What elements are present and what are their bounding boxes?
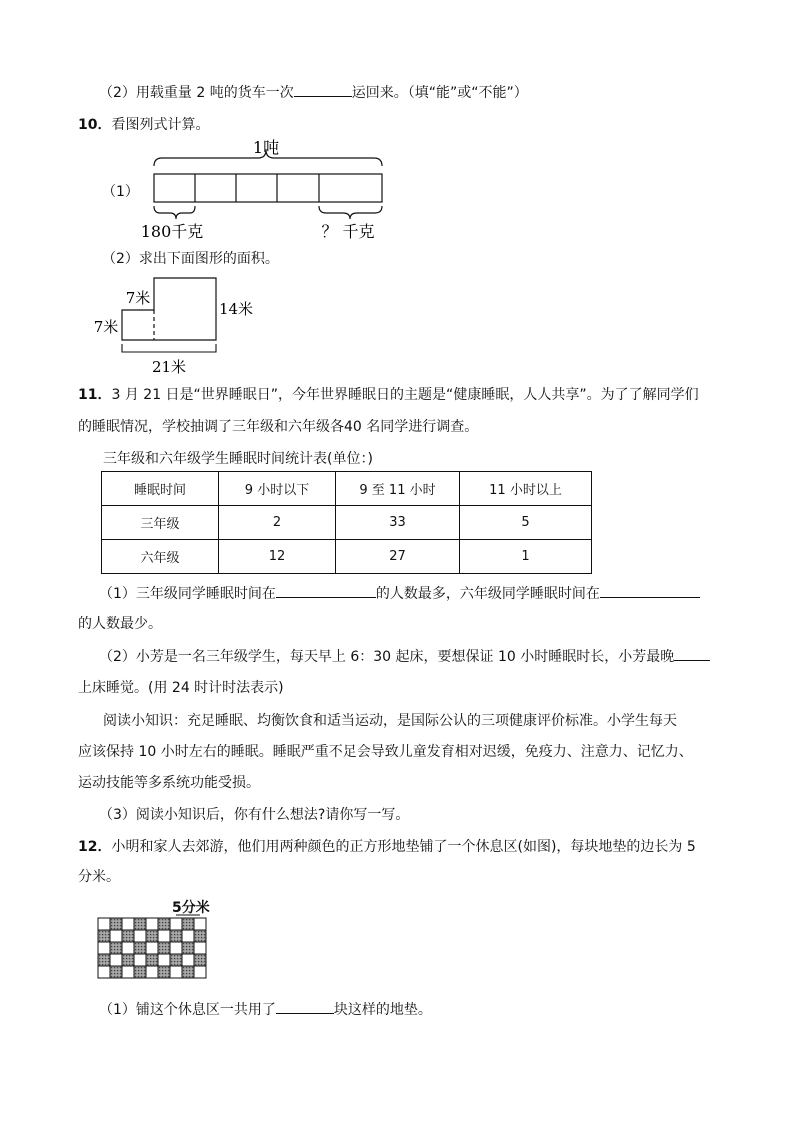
mat-tile — [158, 966, 170, 978]
q11-table-caption: 三年级和六年级学生睡眠时间统计表(单位：) — [103, 451, 373, 467]
reading-tip-line3: 运动技能等多系统功能受损。 — [78, 775, 260, 791]
top-label: 1吨 — [252, 138, 280, 157]
mat-tile — [98, 918, 110, 930]
table-cell: 33 — [336, 506, 460, 540]
q12-intro-text: 小明和家人去郊游，他们用两种颜色的正方形地垫铺了一个休息区(如图)，每块地垫的边长为 5 — [111, 839, 696, 855]
mat-tile — [146, 942, 158, 954]
q12-part1-text-end: 块这样的地垫。 — [333, 1002, 432, 1018]
q11-part1-blank2[interactable] — [600, 583, 700, 598]
table-cell: 三年级 — [102, 506, 219, 540]
mat-tile — [122, 918, 134, 930]
q11-part2-line1 — [99, 646, 710, 666]
dim-bottom-label: 21米 — [151, 358, 187, 376]
right-brace — [319, 206, 382, 219]
mat-tile — [110, 954, 122, 966]
mat-tile — [98, 966, 110, 978]
mat-tile — [158, 918, 170, 930]
mat-tile — [146, 954, 158, 966]
mat-tile — [110, 966, 122, 978]
grid-size-label: 5分米 — [172, 900, 210, 916]
table-cell: 27 — [336, 540, 460, 574]
dim-left-label: 7米 — [93, 318, 119, 336]
mat-tile — [182, 966, 194, 978]
q11-intro-line2: 的睡眠情况，学校抽调了三年级和六年级各40 名同学进行调查。 — [78, 419, 479, 435]
q12-number: 12． — [78, 839, 112, 855]
q12-part1 — [99, 999, 432, 1019]
mat-tile — [194, 918, 206, 930]
figure-outline — [122, 278, 216, 340]
dim-right-label: 14米 — [218, 300, 254, 318]
q9-part2-text: （2）用载重量 2 吨的货车一次 — [99, 85, 294, 101]
mat-tile — [182, 930, 194, 942]
q10-part1-label: （1） — [102, 184, 139, 200]
right-label: ？ 千克 — [321, 222, 375, 241]
q11-intro-line1 — [78, 384, 699, 404]
table-cell: 5 — [460, 506, 592, 540]
q9-answer-blank[interactable] — [294, 82, 352, 97]
mat-tiles — [98, 918, 206, 978]
mat-tile — [194, 930, 206, 942]
q11-part1-blank1[interactable] — [276, 583, 376, 598]
mat-tile — [98, 954, 110, 966]
mat-tile — [122, 942, 134, 954]
q11-part1-text: （1）三年级同学睡眠时间在 — [99, 586, 276, 602]
mat-tile — [182, 942, 194, 954]
mat-tile — [110, 942, 122, 954]
mat-tile — [158, 942, 170, 954]
sleep-time-table — [101, 471, 592, 574]
mat-tile — [146, 930, 158, 942]
table-header-cell: 9 至 11 小时 — [336, 472, 460, 506]
mat-tile — [122, 966, 134, 978]
table-cell: 2 — [219, 506, 336, 540]
mat-tile — [122, 930, 134, 942]
table-cell: 六年级 — [102, 540, 219, 574]
mat-tile — [182, 954, 194, 966]
mat-tile — [170, 954, 182, 966]
mat-tile — [194, 954, 206, 966]
mat-tile — [146, 918, 158, 930]
reading-tip-line2: 应该保持 10 小时左右的睡眠。睡眠严重不足会导致儿童发育相对迟缓，免疫力、注意力、记忆力、 — [78, 744, 693, 760]
q11-intro-text: 3 月 21 日是“世界睡眠日”，今年世界睡眠日的主题是“健康睡眠，人人共享”。为了了解同学们 — [111, 387, 699, 403]
table-header-cell: 睡眠时间 — [102, 472, 219, 506]
table-header-cell: 9 小时以下 — [219, 472, 336, 506]
table-header-cell: 11 小时以上 — [460, 472, 592, 506]
mat-tile — [98, 942, 110, 954]
q10-heading — [78, 114, 209, 134]
mat-tile — [158, 954, 170, 966]
q11-part1-line2: 的人数最少。 — [78, 616, 162, 632]
table-cell: 1 — [460, 540, 592, 574]
mat-grid — [96, 913, 212, 985]
reading-tip-line1: 阅读小知识：充足睡眠、均衡饮食和适当运动，是国际公认的三项健康评价标准。小学生每天 — [103, 713, 677, 729]
q11-part2-blank[interactable] — [674, 646, 710, 661]
table-cell: 12 — [219, 540, 336, 574]
left-label: 180千克 — [140, 222, 204, 241]
mat-tile — [170, 930, 182, 942]
mat-tile — [110, 930, 122, 942]
q11-part1-text-mid: 的人数最多，六年级同学睡眠时间在 — [375, 586, 600, 602]
table-row — [102, 540, 592, 574]
q9-part2 — [99, 82, 528, 102]
mat-tile — [110, 918, 122, 930]
table-header-row — [102, 472, 592, 506]
table-row — [102, 506, 592, 540]
q11-part3: （3）阅读小知识后，你有什么想法?请你写一写。 — [99, 807, 410, 823]
mat-tile — [170, 942, 182, 954]
q9-part2-text-end: 运回来。（填“能”或“不能”） — [351, 85, 528, 101]
mat-tile — [134, 918, 146, 930]
q10-part2-label: （2）求出下面图形的面积。 — [102, 251, 279, 267]
mat-tile — [182, 918, 194, 930]
left-brace — [154, 206, 195, 219]
mat-tile — [194, 942, 206, 954]
q10-area-figure — [88, 272, 268, 376]
q10-title: 看图列式计算。 — [111, 117, 210, 133]
mat-tile — [194, 966, 206, 978]
mat-tile — [134, 966, 146, 978]
q12-intro-line1 — [78, 836, 696, 856]
mat-tile — [170, 918, 182, 930]
mat-tile — [146, 966, 158, 978]
q10-bar-diagram — [140, 136, 400, 246]
mat-tile — [170, 966, 182, 978]
q11-part2-text: （2）小芳是一名三年级学生，每天早上 6：30 起床，要想保证 10 小时睡眠时长，小芳最晚 — [99, 649, 675, 665]
q12-part1-blank[interactable] — [276, 999, 334, 1014]
dim-top-label: 7米 — [125, 289, 151, 307]
q10-number: 10． — [78, 117, 112, 133]
q12-part1-text: （1）铺这个休息区一共用了 — [99, 1002, 276, 1018]
q12-intro-line2: 分米。 — [78, 869, 120, 885]
mat-tile — [122, 954, 134, 966]
mat-tile — [134, 942, 146, 954]
dim-bottom-bracket — [122, 344, 216, 352]
q11-part2-line2: 上床睡觉。(用 24 时计时法表示) — [78, 680, 284, 696]
mat-tile — [158, 930, 170, 942]
q11-number: 11． — [78, 387, 112, 403]
mat-tile — [134, 954, 146, 966]
q11-part1-line1 — [99, 583, 700, 603]
mat-tile — [98, 930, 110, 942]
mat-tile — [134, 930, 146, 942]
bar-outline — [154, 174, 382, 202]
